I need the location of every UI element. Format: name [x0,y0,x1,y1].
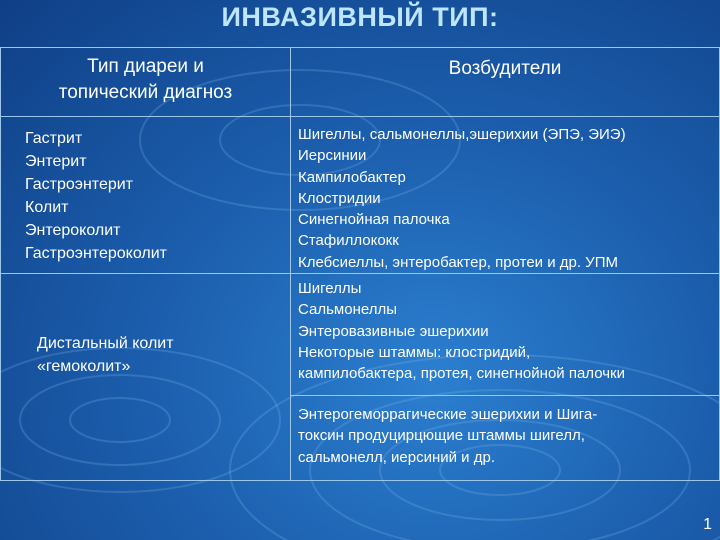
pathogen-item: Шигеллы [298,280,362,298]
diagnosis-item: Гастроэнтероколит [25,245,167,262]
diagnosis-cell-distal [1,274,291,481]
header-diarrhea-type-line1: Тип диареи и [87,56,204,77]
diagnosis-item: «гемоколит» [37,358,131,376]
pathogen-item: токсин продуцирцющие штаммы шигелл, [298,427,585,445]
slide-title: ИНВАЗИВНЫЙ ТИП: [221,2,499,32]
diagnosis-item: Энтерит [25,153,87,170]
pathogen-item: Синегнойная палочка [298,211,450,229]
pathogen-item: Иерсинии [298,147,367,165]
diagnosis-item: Колит [25,199,69,216]
diagnosis-item: Дистальный колит [37,335,174,353]
pathogen-item: Стафиллококк [298,232,399,250]
pathogen-item: Некоторые штаммы: клостридий, [298,343,531,361]
page-number: 1 [703,516,712,533]
table-row [1,117,720,274]
header-pathogens: Возбудители [291,48,720,117]
pathogen-item: Кампилобактер [298,168,406,186]
pathogen-item: Клостридии [298,189,381,207]
pathogen-cell [291,117,720,274]
header-row [1,48,720,117]
pathogen-item: Энтерогеморрагические эшерихии и Шига- [298,406,598,424]
diagnosis-item: Гастроэнтерит [25,176,133,193]
pathogen-item: Шигеллы, сальмонеллы,эшерихии (ЭПЭ, ЭИЭ) [298,126,626,143]
pathogen-item: Клебсиеллы, энтеробактер, протеи и др. УПМ [298,253,618,271]
diagnosis-item: Гастрит [25,130,83,147]
header-diarrhea-type-line2: топический диагноз [58,82,233,103]
pathogen-item: Энтеровазивные эшерихии [298,322,489,340]
diagnosis-item: Энтероколит [25,222,121,239]
pathogen-item: кампилобактера, протея, синегнойной палочки [298,365,625,383]
header-diarrhea-type [1,48,291,117]
pathogen-subcell-bottom [291,396,719,480]
pathogen-table [0,47,720,481]
table-row [1,274,720,481]
pathogen-item: сальмонелл, иерсиний и др. [298,448,495,466]
pathogen-item: Сальмонеллы [298,301,397,319]
diagnosis-cell [1,117,291,274]
pathogen-subcell-top [291,274,719,396]
pathogen-cell-distal [291,274,720,481]
